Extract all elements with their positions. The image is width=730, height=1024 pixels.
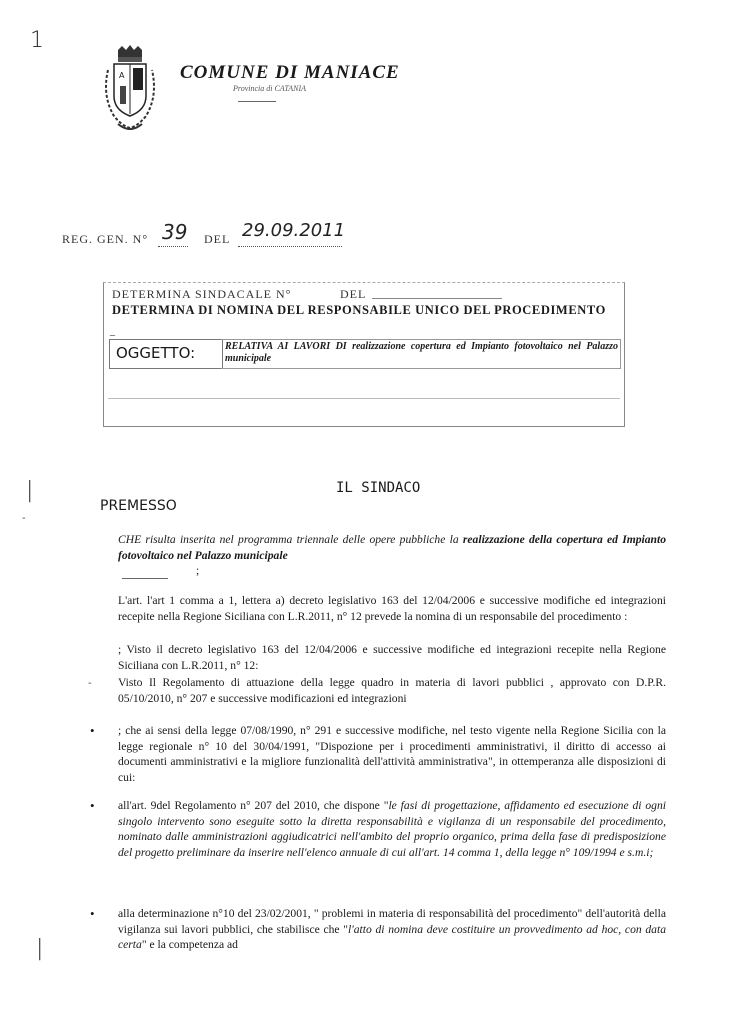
bullet-3: • [90, 906, 95, 921]
b3-italic: l'atto di nomina deve costituire un provvedimento ad hoc, con data certa [118, 922, 666, 951]
registro-data: 29.09.2011 [242, 220, 346, 241]
box-dash: _ [110, 326, 115, 337]
page-mark-bottom: | [36, 936, 44, 961]
comune-name: COMUNE DI MANIACE [180, 62, 400, 83]
oggetto-text: RELATIVA AI LAVORI DI realizzazione copertura ed Impianto fotovoltaico nel Palazzo municipale [225, 341, 618, 364]
paragraph-visto-decreto: ; Visto il decreto legislativo 163 del 12/04/2006 e successive modifiche ed integrazioni recepite nella Regione Siciliana con L.R.2011, n° 12: [118, 643, 666, 672]
page-mark-middle: | [26, 478, 34, 503]
bullet-2: • [90, 798, 95, 813]
bullet-1: • [90, 723, 95, 738]
registro-label: REG. GEN. N° [62, 232, 149, 246]
p1-bold: realizzazione della copertura ed Impianto fotovoltaico nel Palazzo municipale [118, 533, 667, 562]
bullet-legge-241: ; che ai sensi della legge 07/08/1990, n° 291 e successive modifiche, nel testo vigente nella Regione Sicilia con la legge regionale n° 10 del 30/04/1991, "Dispozione per i procedimenti amministrativi, il diritto di accesso ai documenti amministrativi e la migliore funzionalità dell'attività amministrativa", in ottemperanza alle disposizioni di cui: [118, 724, 666, 784]
margin-dash-small: - [22, 513, 26, 524]
b2-italic: le fasi di progettazione, affidamento ed esecuzione di ogni singolo intervento sono eseguite sotto la diretta responsabilità e vigilanza di un responsabile del procedimento, nominato dalle amministrazioni aggiudicatrici nell'ambito del proprio organico, prima della fase di predisposizione del progetto preliminare da inserire nell'elenco annuale di cui all'art. 14 comma 1, della legge n° 109/1994 e s.m.i; [118, 799, 666, 859]
header-rule [238, 101, 276, 102]
box-inner-rule [108, 398, 620, 399]
determina-del-label: DEL [340, 287, 367, 301]
bullet-art9 [118, 798, 666, 860]
registro-numero-dots [158, 246, 188, 247]
svg-text:A: A [119, 71, 125, 80]
determina-number-label: DETERMINA SINDACALE N° [112, 287, 292, 301]
margin-dash: - [88, 678, 92, 689]
b3-plain: alla determinazione n°10 del 23/02/2001, " problemi in materia di responsabilità del procedimento" dell'autorità della vigilanza sui lavori pubblici, che stabilisce che " [118, 907, 666, 936]
p1-underline [122, 578, 168, 579]
premesso-heading: PREMESSO [100, 498, 177, 514]
coat-of-arms-icon [100, 44, 160, 136]
determina-del-line [372, 298, 502, 299]
paragraph-visto-regolamento: Visto Il Regolamento di attuazione della legge quadro in materia di lavori pubblici , approvato con D.P.R. 05/10/2010, n° 207 e successive modificazioni ed integrazioni [118, 676, 666, 705]
p1-italic: CHE risulta inserita nel programma triennale delle opere pubbliche la [118, 533, 459, 546]
b3-tail: " e la competenza ad [141, 938, 238, 951]
registro-del-label: DEL [204, 232, 231, 246]
paragraph-che [118, 532, 666, 579]
provincia: Provincia di CATANIA [233, 84, 307, 93]
p1-tail: ; [196, 564, 200, 577]
page-mark-top: 1 [30, 28, 44, 53]
b2-plain: all'art. 9del Regolamento n° 207 del 2010, che dispone " [118, 799, 389, 812]
registro-data-dots [238, 246, 342, 247]
il-sindaco-heading: IL SINDACO [336, 480, 421, 496]
oggetto-label: OGGETTO: [116, 344, 196, 362]
registro-numero: 39 [162, 220, 188, 244]
determina-title: DETERMINA DI NOMINA DEL RESPONSABILE UNICO DEL PROCEDIMENTO [112, 303, 606, 317]
paragraph-art1: L'art. l'art 1 comma a 1, lettera a) decreto legislativo 163 del 12/04/2006 e successive modifiche ed integrazioni recepite nella Regione Siciliana con L.R.2011, n° 12 prevede la nomina di un responsabile del procedimento : [118, 594, 666, 623]
bullet-determinazione [118, 906, 666, 953]
